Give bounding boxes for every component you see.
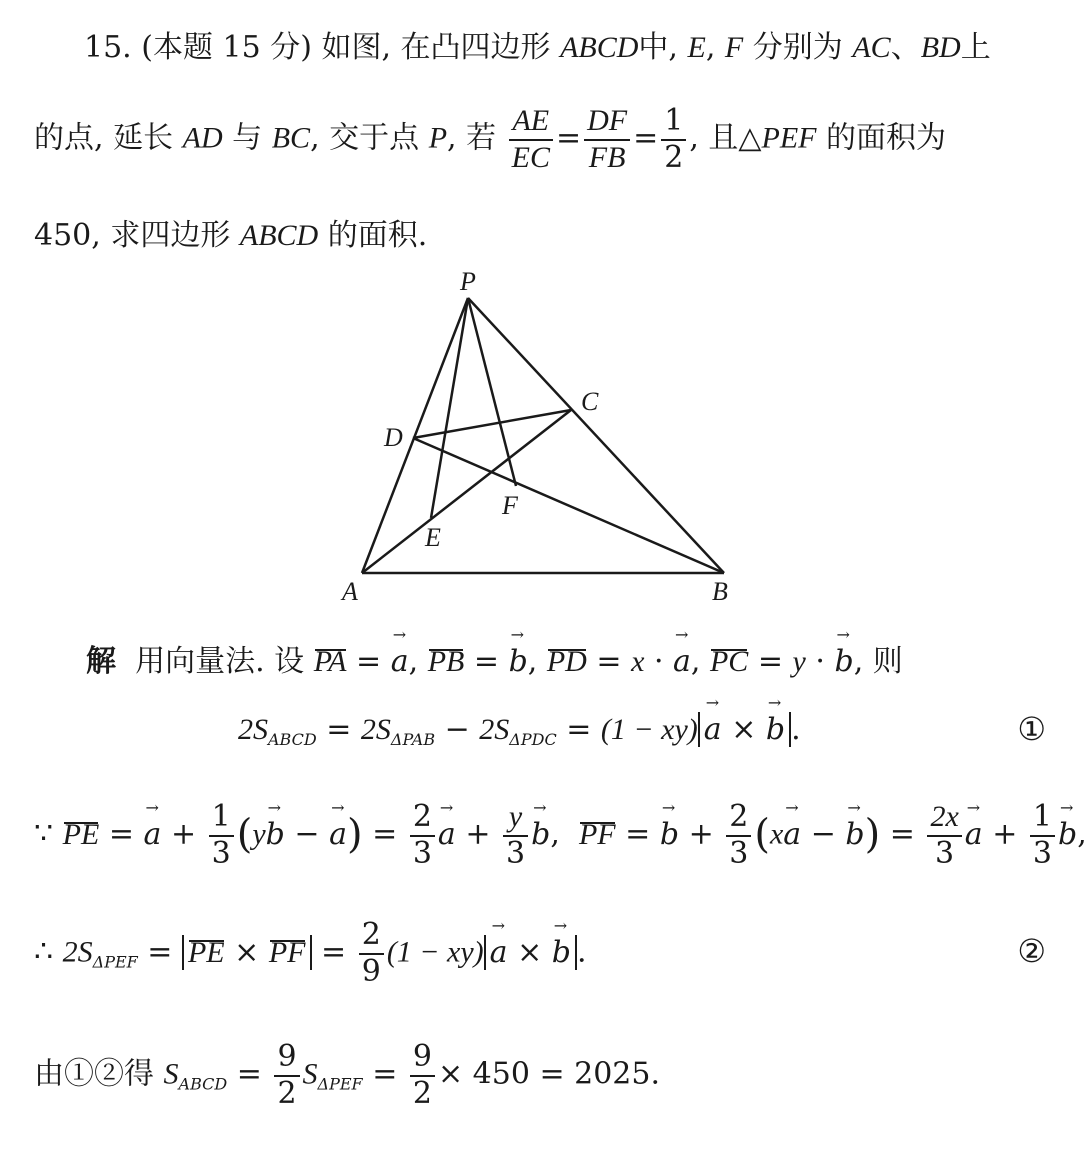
math-var: F <box>724 31 744 64</box>
math-term: S <box>163 1057 179 1091</box>
math-var: AD <box>182 121 223 155</box>
math-term: (1 − xy) <box>386 935 484 969</box>
label-c: C <box>581 387 599 416</box>
problem-number: 15. <box>84 30 132 65</box>
math-term: (1 − xy) <box>600 713 698 746</box>
frac-den: 2 <box>277 1075 297 1111</box>
fraction-two-ninths <box>359 918 384 989</box>
equation-1: $2S_{ABCD} = 2S_{\Delta PAB} - 2S_{\Delta PDC} = (1 - xy)\to a$ × → b . <box>238 712 801 749</box>
final-prefix: 由①②得 <box>34 1056 154 1092</box>
problem-text: 分别为 <box>752 30 843 65</box>
vector-pe: PE <box>62 817 100 851</box>
frac-num: AE <box>509 104 553 141</box>
math-var: P <box>428 121 448 155</box>
final-tail: × 450 = 2025. <box>437 1056 660 1092</box>
solution-text: 用向量法. 设 <box>135 644 305 679</box>
problem-text: 中, <box>638 30 678 65</box>
math-var: AC <box>852 31 891 64</box>
fraction-2x-thirds: $\frac{2x}{3}$ <box>927 800 961 871</box>
vector-pa: PA <box>313 645 347 678</box>
math-var: PEF <box>761 121 817 155</box>
fraction-two-thirds: $\frac{2}{3}$ <box>726 800 751 871</box>
equation-tag-1: ① <box>1017 710 1046 748</box>
math-term: 2S <box>479 713 510 746</box>
fraction-two-thirds: $\frac{2}{3}$ <box>410 800 435 871</box>
math-subscript: ABCD <box>268 730 317 749</box>
problem-text: 与 <box>232 120 263 156</box>
problem-text: , 交于点 <box>310 120 420 156</box>
math-var: BC <box>271 121 311 155</box>
equation-tag-2: ② <box>1017 932 1046 970</box>
label-b: B <box>712 577 728 606</box>
math-term: S <box>302 1057 318 1091</box>
because-symbol: ∵ <box>34 816 54 852</box>
math-term: 2S <box>62 935 93 969</box>
problem-text: 上 <box>960 30 991 65</box>
fraction-one-third: $\frac{1}{3}$ <box>1030 800 1055 871</box>
vector-pb: PB <box>427 645 465 678</box>
problem-text: 的点, 延长 <box>34 120 174 156</box>
label-e: E <box>425 523 441 552</box>
label-d: D <box>384 423 403 452</box>
label-p: P <box>460 267 476 296</box>
frac-num: 2 <box>359 918 384 955</box>
problem-text: , 若 <box>447 120 497 156</box>
problem-text: 如图, 在凸四边形 <box>321 30 551 65</box>
problem-text: 、 <box>890 30 921 65</box>
problem-line-2: 的点, 延长 AD 与 BC, 交于点 P, 若 $\frac{AE}{EC}$ = $\frac{DF}{FB}$ = $\frac{1}{2}$ , 且△PEF 的面积为 <box>34 103 947 175</box>
segment-dc <box>413 410 571 438</box>
vector-pf: PF <box>578 817 616 851</box>
vector-pd: PD <box>546 645 587 678</box>
label-a: A <box>342 577 358 606</box>
math-var: BD <box>920 31 961 64</box>
fraction-one-third: $\frac{1}{3}$ <box>209 800 234 871</box>
vector-pc: PC <box>709 645 749 678</box>
frac-den: 9 <box>361 953 381 989</box>
math-term: 2S <box>238 713 268 746</box>
fraction-y-thirds: $\frac{y}{3}$ <box>503 800 528 871</box>
therefore-symbol: ∴ <box>34 934 54 970</box>
segment-pf <box>468 298 516 486</box>
solution-intro: 解 用向量法. 设 PA = → a, PB = → b, PD = x · → a, PC = y · → b, 则 <box>86 636 903 680</box>
frac-den: EC <box>511 140 550 174</box>
math-var: E <box>687 31 706 64</box>
problem-score: (本题 15 分) <box>141 30 312 65</box>
frac-den: FB <box>588 140 626 174</box>
fraction-nine-halves <box>274 1040 299 1111</box>
math-subscript: ABCD <box>178 1074 228 1094</box>
solution-text: 则 <box>872 644 903 679</box>
fraction-nine-halves: $\frac{9}{2}$ <box>410 1040 435 1111</box>
math-subscript: ΔPAB <box>390 730 436 749</box>
problem-text: , 且△ <box>689 120 762 156</box>
segment-pb <box>468 298 724 573</box>
equation-3: ∴ $2S_{\Delta PEF}$ = PE × PF = $\frac{2}{9}$ (1 − xy)→ a × → b . <box>34 918 587 989</box>
frac-num: 9 <box>274 1040 299 1077</box>
problem-text: 450, 求四边形 <box>34 218 231 253</box>
equation-2: ∵ PE = → a + $\frac{1}{3}$ (y→ b − → a) = $\frac{2}{3}$ → a + $\frac{y}{3}$ → b, PF = → b + $\frac{2}{3}$ (x→ a − → b) = $\frac{2x}{3}$ → a + $\frac{1}{3}$ → b, <box>34 800 1087 871</box>
math-var: ABCD <box>560 31 639 64</box>
problem-line-1: 15. (本题 15 分) 如图, 在凸四边形 ABCD中, E, F 分别为 AC、BD上 <box>84 30 991 65</box>
segment-db <box>413 438 724 573</box>
frac-num: DF <box>584 104 630 141</box>
problem-text: 的面积为 <box>826 120 947 156</box>
math-subscript: ΔPEF <box>317 1074 363 1094</box>
math-var: ABCD <box>239 219 319 252</box>
math-subscript: ΔPDC <box>509 730 557 749</box>
frac-num: 1 <box>661 104 686 141</box>
solution-label: 解 <box>86 644 116 679</box>
final-result: 由①②得 $S_{ABCD}$ = $\frac{9}{2}$ $S_{\Delta PEF}$ = $\frac{9}{2}$ × 450 = 2025. <box>34 1039 660 1111</box>
math-term: 2S <box>360 713 391 746</box>
label-f: F <box>502 491 518 520</box>
problem-text: 的面积. <box>327 218 428 253</box>
frac-den: 2 <box>664 139 684 175</box>
segment-pe <box>431 298 468 518</box>
math-subscript: ΔPEF <box>92 952 138 972</box>
